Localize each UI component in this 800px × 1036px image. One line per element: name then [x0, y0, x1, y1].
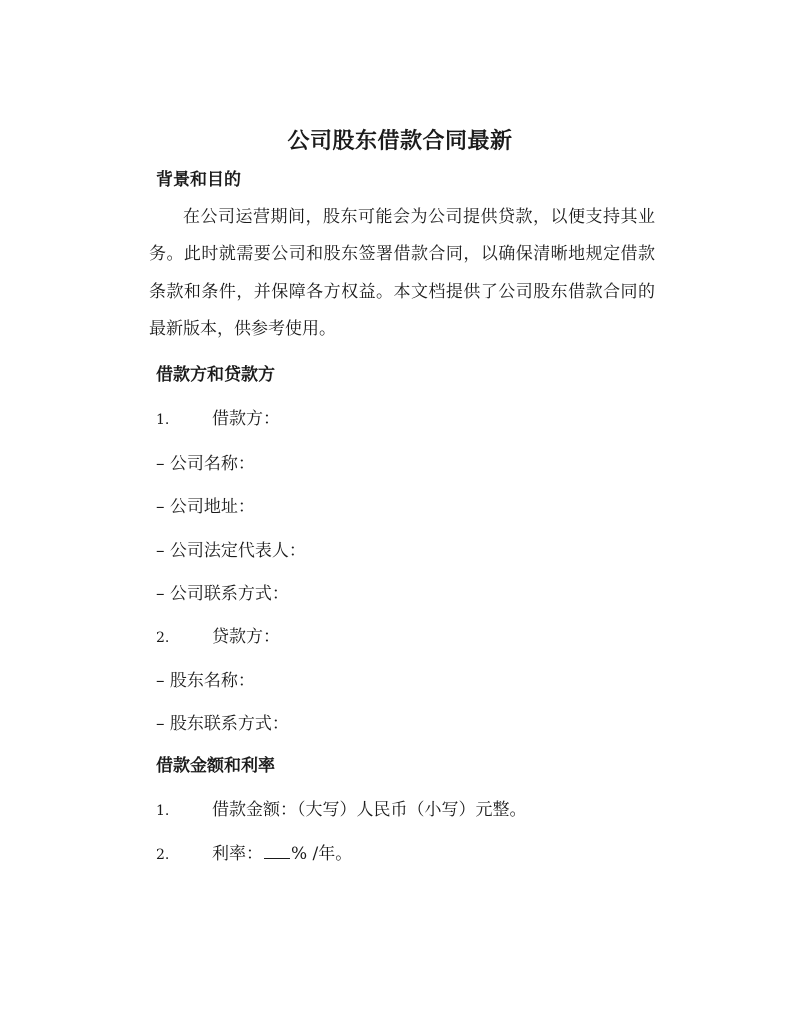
background-paragraph: 在公司运营期间，股东可能会为公司提供贷款，以便支持其业务。此时就需要公司和股东签署借款合同，以确保清晰地规定借款条款和条件，并保障各方权益。本文档提供了公司股东借款合同的最新版本，供参考使用。	[149, 207, 655, 339]
list-number: 2.	[156, 847, 170, 863]
section-heading-amount-rate: 借款金额和利率	[156, 756, 275, 776]
shareholder-name-field: – 股东名称：	[156, 671, 255, 691]
list-number: 1.	[156, 803, 170, 819]
company-contact-field: – 公司联系方式：	[156, 584, 289, 604]
loan-amount-text: 借款金额：（大写）人民币（小写）元整。	[212, 800, 527, 820]
document-title: 公司股东借款合同最新	[287, 128, 513, 154]
company-address-field: – 公司地址：	[156, 497, 255, 517]
lender-label: 贷款方：	[212, 627, 280, 647]
loan-amount-item	[156, 795, 527, 820]
interest-rate-unit: % /年。	[291, 844, 353, 864]
list-number: 1.	[156, 412, 170, 428]
rate-blank-line	[264, 844, 290, 859]
interest-rate-label: 利率：	[212, 844, 263, 864]
company-name-field: – 公司名称：	[156, 454, 255, 474]
section-heading-background: 背景和目的	[156, 170, 241, 190]
company-legal-rep-field: – 公司法定代表人：	[156, 541, 306, 561]
lender-item	[156, 622, 280, 647]
borrower-item	[156, 404, 280, 429]
interest-rate-item	[156, 839, 352, 864]
list-number: 2.	[156, 630, 170, 646]
borrower-label: 借款方：	[212, 409, 280, 429]
section-heading-parties: 借款方和贷款方	[156, 365, 275, 385]
shareholder-contact-field: – 股东联系方式：	[156, 714, 289, 734]
